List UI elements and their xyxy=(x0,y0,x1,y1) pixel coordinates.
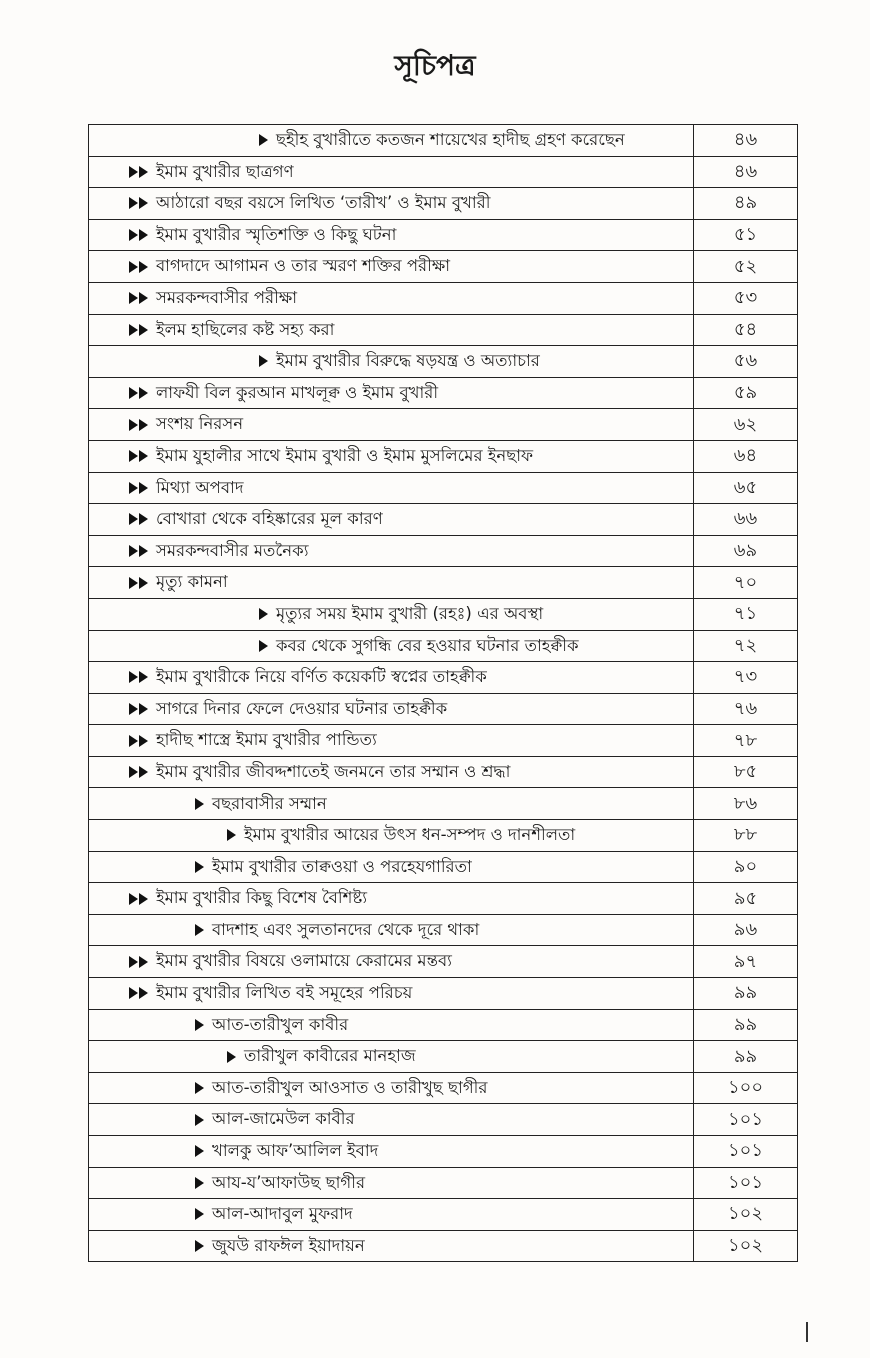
toc-row xyxy=(89,1072,798,1104)
toc-entry xyxy=(89,511,693,528)
toc-title-cell xyxy=(89,725,694,757)
toc-title-cell xyxy=(89,377,694,409)
toc-entry-title: ইমাম বুখারীর তাক্বওয়া ও পরহেযগারিতা xyxy=(212,856,472,876)
toc-entry-title: হাদীছ শাস্ত্রে ইমাম বুখারীর পান্ডিত্য xyxy=(156,730,377,750)
toc-entry-title: খালকু আফ’আলিল ইবাদ xyxy=(212,1141,379,1161)
toc-entry xyxy=(89,1143,693,1160)
toc-entry-title: সাগরে দিনার ফেলে দেওয়ার ঘটনার তাহক্বীক xyxy=(156,698,448,718)
toc-entry xyxy=(89,161,693,181)
double-arrow-icon xyxy=(129,956,148,968)
toc-title-cell xyxy=(89,472,694,504)
toc-entry xyxy=(89,445,693,465)
toc-title-cell xyxy=(89,598,694,630)
toc-entry-title: সমরকন্দবাসীর মতনৈক্য xyxy=(156,540,309,560)
toc-entry-title: ইমাম বুখারীর বিরুদ্ধে ষড়যন্ত্র ও অত্যাচার xyxy=(276,351,540,371)
toc-entry xyxy=(89,635,693,655)
toc-page-number: ৫৩ xyxy=(694,282,798,314)
toc-page-number: ১০২ xyxy=(694,1199,798,1231)
toc-title-cell xyxy=(89,1136,694,1168)
double-arrow-icon xyxy=(129,671,148,683)
toc-page-number: ৯৯ xyxy=(694,1009,798,1041)
arrow-icon xyxy=(259,608,268,620)
toc-entry xyxy=(89,1014,693,1034)
double-arrow-icon xyxy=(129,387,148,399)
toc-entry-title: আত-তারীখুল কাবীর xyxy=(212,1014,349,1034)
toc-entry xyxy=(89,1048,693,1065)
toc-row xyxy=(89,788,798,820)
toc-title-cell xyxy=(89,1230,694,1262)
toc-title-cell xyxy=(89,756,694,788)
toc-entry-title: ইমাম বুখারীর কিছু বিশেষ বৈশিষ্ট্য xyxy=(156,888,368,908)
toc-page-number: ৪৬ xyxy=(694,156,798,188)
toc-entry-title: মিথ্যা অপবাদ xyxy=(156,477,244,497)
toc-row xyxy=(89,314,798,346)
toc-entry xyxy=(89,574,693,591)
toc-row xyxy=(89,978,798,1010)
toc-entry-title: সমরকন্দবাসীর পরীক্ষা xyxy=(156,288,297,308)
toc-row xyxy=(89,535,798,567)
toc-entry-title: সংশয় নিরসন xyxy=(156,414,244,434)
toc-title-cell xyxy=(89,1104,694,1136)
toc-table xyxy=(88,124,798,1262)
double-arrow-icon xyxy=(129,450,148,462)
arrow-icon xyxy=(195,1208,204,1220)
double-arrow-icon xyxy=(129,513,148,525)
toc-row xyxy=(89,346,798,378)
arrow-icon xyxy=(259,134,268,146)
toc-row xyxy=(89,504,798,536)
toc-entry-title: মৃত্যুর সময় ইমাম বুখারী (রহঃ) এর অবস্থা xyxy=(276,603,544,623)
toc-entry-title: তারীখুল কাবীরের মানহাজ xyxy=(244,1046,416,1066)
toc-page-number: ৯০ xyxy=(694,851,798,883)
toc-entry-title: ইমাম বুখারীর আয়ের উৎস ধন-সম্পদ ও দানশীলতা xyxy=(244,825,576,845)
toc-entry-title: বাগদাদে আগামন ও তার স্মরণ শক্তির পরীক্ষা xyxy=(156,256,450,276)
toc-entry xyxy=(89,132,693,149)
toc-page-number: ৮৮ xyxy=(694,820,798,852)
toc-entry-title: ইমাম বুখারীর স্মৃতিশক্তি ও কিছু ঘটনা xyxy=(156,224,397,244)
toc-entry xyxy=(89,827,693,844)
toc-entry xyxy=(89,1111,693,1128)
toc-entry xyxy=(89,732,693,749)
toc-title-cell xyxy=(89,851,694,883)
toc-row xyxy=(89,914,798,946)
toc-title-cell xyxy=(89,788,694,820)
toc-row xyxy=(89,567,798,599)
page-title: সূচিপত্র xyxy=(394,49,476,82)
toc-page-number: ৭৬ xyxy=(694,693,798,725)
toc-entry xyxy=(89,1077,693,1097)
toc-row xyxy=(89,156,798,188)
toc-page-number: ৯৯ xyxy=(694,978,798,1010)
toc-page-number: ১০১ xyxy=(694,1167,798,1199)
toc-entry xyxy=(89,540,693,560)
toc-entry-title: কবর থেকে সুগন্ধি বের হওয়ার ঘটনার তাহক্বীক xyxy=(276,635,579,655)
toc-body xyxy=(89,125,798,1262)
toc-title-cell xyxy=(89,125,694,157)
arrow-icon xyxy=(227,829,236,841)
toc-row xyxy=(89,188,798,220)
toc-entry-title: ইলম হাছিলের কষ্ট সহ্য করা xyxy=(156,319,335,339)
double-arrow-icon xyxy=(129,735,148,747)
toc-entry xyxy=(89,290,693,307)
toc-page-number: ৬৪ xyxy=(694,440,798,472)
toc-page-number: ৭২ xyxy=(694,630,798,662)
toc-page-number: ১০১ xyxy=(694,1136,798,1168)
toc-entry-title: আত-তারীখুল আওসাত ও তারীখুছ ছাগীর xyxy=(212,1077,488,1097)
toc-page-number: ৫১ xyxy=(694,219,798,251)
toc-row xyxy=(89,756,798,788)
toc-entry-title: বোখারা থেকে বহিষ্কারের মূল কারণ xyxy=(156,509,383,529)
toc-entry xyxy=(89,1172,693,1192)
toc-page-number: ৭৮ xyxy=(694,725,798,757)
double-arrow-icon xyxy=(129,229,148,241)
toc-entry xyxy=(89,319,693,339)
arrow-icon xyxy=(195,1240,204,1252)
toc-title-cell xyxy=(89,662,694,694)
toc-title-cell xyxy=(89,535,694,567)
toc-entry-title: ইমাম বুখারীকে নিয়ে বর্ণিত কয়েকটি স্বপ্নের তাহক্বীক xyxy=(156,667,487,687)
double-arrow-icon xyxy=(129,766,148,778)
toc-entry-title: ইমাম বুখারীর লিখিত বই সমূহের পরিচয় xyxy=(156,983,413,1003)
toc-row xyxy=(89,1199,798,1231)
toc-entry xyxy=(89,761,693,781)
toc-row xyxy=(89,598,798,630)
toc-title-cell xyxy=(89,188,694,220)
toc-page-number: ৯৫ xyxy=(694,883,798,915)
toc-entry xyxy=(89,382,693,402)
toc-entry xyxy=(89,224,693,244)
double-arrow-icon xyxy=(129,261,148,273)
toc-page-number: ৬৫ xyxy=(694,472,798,504)
arrow-icon xyxy=(195,861,204,873)
toc-title-cell xyxy=(89,504,694,536)
toc-title-cell xyxy=(89,883,694,915)
arrow-icon xyxy=(195,924,204,936)
toc-title-cell xyxy=(89,1167,694,1199)
toc-row xyxy=(89,883,798,915)
double-arrow-icon xyxy=(129,197,148,209)
toc-entry xyxy=(89,195,693,212)
toc-row xyxy=(89,219,798,251)
toc-page-number: ৬৯ xyxy=(694,535,798,567)
toc-entry xyxy=(89,698,693,718)
arrow-icon xyxy=(195,1019,204,1031)
toc-entry xyxy=(89,856,693,876)
margin-mark xyxy=(806,1322,808,1342)
toc-page-number: ৯৭ xyxy=(694,946,798,978)
toc-entry-title: আল-আদাবুল মুফরাদ xyxy=(212,1204,353,1224)
toc-entry-title: লাফযী বিল কুরআন মাখলূক্ব ও ইমাম বুখারী xyxy=(156,382,439,402)
arrow-icon xyxy=(195,1082,204,1094)
toc-page-number: ৮৫ xyxy=(694,756,798,788)
toc-row xyxy=(89,440,798,472)
toc-row xyxy=(89,820,798,852)
toc-title-cell xyxy=(89,251,694,283)
toc-row xyxy=(89,125,798,157)
toc-entry-title: জুযউ রাফঈল ইয়াদায়ন xyxy=(212,1235,365,1255)
toc-entry-title: ইমাম বুখারীর ছাত্রগণ xyxy=(156,161,294,181)
toc-row xyxy=(89,1167,798,1199)
toc-entry-title: আয-য’আফাউছ ছাগীর xyxy=(212,1172,366,1192)
double-arrow-icon xyxy=(129,419,148,431)
toc-title-cell xyxy=(89,440,694,472)
toc-row xyxy=(89,377,798,409)
toc-title-cell xyxy=(89,1199,694,1231)
toc-row xyxy=(89,725,798,757)
toc-title-cell xyxy=(89,1072,694,1104)
toc-entry xyxy=(89,1235,693,1255)
toc-row xyxy=(89,630,798,662)
toc-title-cell xyxy=(89,156,694,188)
toc-entry xyxy=(89,353,693,370)
toc-page-number: ১০১ xyxy=(694,1104,798,1136)
toc-entry-title: ইমাম বুখারীর বিষয়ে ওলামায়ে কেরামের মন্তব্য xyxy=(156,951,452,971)
toc-entry-title: ইমাম বুখারীর জীবদ্দশাতেই জনমনে তার সম্মান ও শ্রদ্ধা xyxy=(156,761,511,781)
toc-row xyxy=(89,1104,798,1136)
toc-page-number: ৫৬ xyxy=(694,346,798,378)
toc-entry xyxy=(89,1206,693,1223)
toc-page-number: ৪৬ xyxy=(694,125,798,157)
arrow-icon xyxy=(195,1177,204,1189)
toc-page-number: ৪৯ xyxy=(694,188,798,220)
toc-page-number: ১০০ xyxy=(694,1072,798,1104)
toc-title-cell xyxy=(89,978,694,1010)
toc-title-cell xyxy=(89,314,694,346)
toc-row xyxy=(89,409,798,441)
toc-title-cell xyxy=(89,630,694,662)
toc-entry xyxy=(89,258,693,275)
toc-page-number: ৯৬ xyxy=(694,914,798,946)
arrow-icon xyxy=(259,355,268,367)
toc-title-cell xyxy=(89,409,694,441)
toc-title-cell xyxy=(89,219,694,251)
toc-entry xyxy=(89,477,693,497)
toc-row xyxy=(89,693,798,725)
toc-title-cell xyxy=(89,346,694,378)
toc-entry-title: মৃত্যু কামনা xyxy=(156,572,228,592)
toc-row xyxy=(89,282,798,314)
toc-entry-title: ইমাম যুহালীর সাথে ইমাম বুখারী ও ইমাম মুসলিমের ইনছাফ xyxy=(156,445,534,465)
arrow-icon xyxy=(227,1051,236,1063)
toc-title-cell xyxy=(89,282,694,314)
double-arrow-icon xyxy=(129,292,148,304)
toc-entry xyxy=(89,793,693,813)
toc-row xyxy=(89,1041,798,1073)
double-arrow-icon xyxy=(129,987,148,999)
toc-page-number: ৮৬ xyxy=(694,788,798,820)
toc-entry xyxy=(89,603,693,623)
double-arrow-icon xyxy=(129,893,148,905)
toc-page-number: ৬৬ xyxy=(694,504,798,536)
toc-entry-title: ছহীহ বুখারীতে কতজন শায়েখের হাদীছ গ্রহণ করেছেন xyxy=(276,130,625,150)
toc-title-cell xyxy=(89,946,694,978)
toc-row xyxy=(89,1230,798,1262)
arrow-icon xyxy=(195,798,204,810)
toc-entry xyxy=(89,919,693,939)
toc-page-number: ১০২ xyxy=(694,1230,798,1262)
toc-title-cell xyxy=(89,914,694,946)
toc-entry xyxy=(89,416,693,433)
toc-title-cell xyxy=(89,1009,694,1041)
double-arrow-icon xyxy=(129,482,148,494)
toc-row xyxy=(89,946,798,978)
toc-title-cell xyxy=(89,567,694,599)
toc-row xyxy=(89,662,798,694)
arrow-icon xyxy=(195,1114,204,1126)
toc-page-number: ৫৪ xyxy=(694,314,798,346)
toc-title-cell xyxy=(89,820,694,852)
toc-row xyxy=(89,472,798,504)
toc-row xyxy=(89,851,798,883)
toc-row xyxy=(89,251,798,283)
toc-entry-title: বছরাবাসীর সম্মান xyxy=(212,793,327,813)
toc-row xyxy=(89,1009,798,1041)
arrow-icon xyxy=(259,640,268,652)
toc-page-number: ৭৩ xyxy=(694,662,798,694)
double-arrow-icon xyxy=(129,166,148,178)
toc-entry xyxy=(89,669,693,686)
toc-page-number: ৯৯ xyxy=(694,1041,798,1073)
toc-entry xyxy=(89,985,693,1002)
toc-page-number: ৭০ xyxy=(694,567,798,599)
toc-row xyxy=(89,1136,798,1168)
toc-page-number: ৫৯ xyxy=(694,377,798,409)
toc-page-number: ৬২ xyxy=(694,409,798,441)
toc-entry-title: বাদশাহ এবং সুলতানদের থেকে দূরে থাকা xyxy=(212,919,480,939)
double-arrow-icon xyxy=(129,545,148,557)
toc-entry-title: আল-জামেউল কাবীর xyxy=(212,1109,355,1129)
double-arrow-icon xyxy=(129,577,148,589)
toc-entry-title: আঠারো বছর বয়সে লিখিত ‘তারীখ’ ও ইমাম বুখারী xyxy=(156,193,491,213)
toc-entry xyxy=(89,953,693,970)
arrow-icon xyxy=(195,1145,204,1157)
toc-page-number: ৫২ xyxy=(694,251,798,283)
double-arrow-icon xyxy=(129,703,148,715)
toc-title-cell xyxy=(89,1041,694,1073)
toc-page-number: ৭১ xyxy=(694,598,798,630)
toc-entry xyxy=(89,890,693,907)
double-arrow-icon xyxy=(129,324,148,336)
toc-title-cell xyxy=(89,693,694,725)
